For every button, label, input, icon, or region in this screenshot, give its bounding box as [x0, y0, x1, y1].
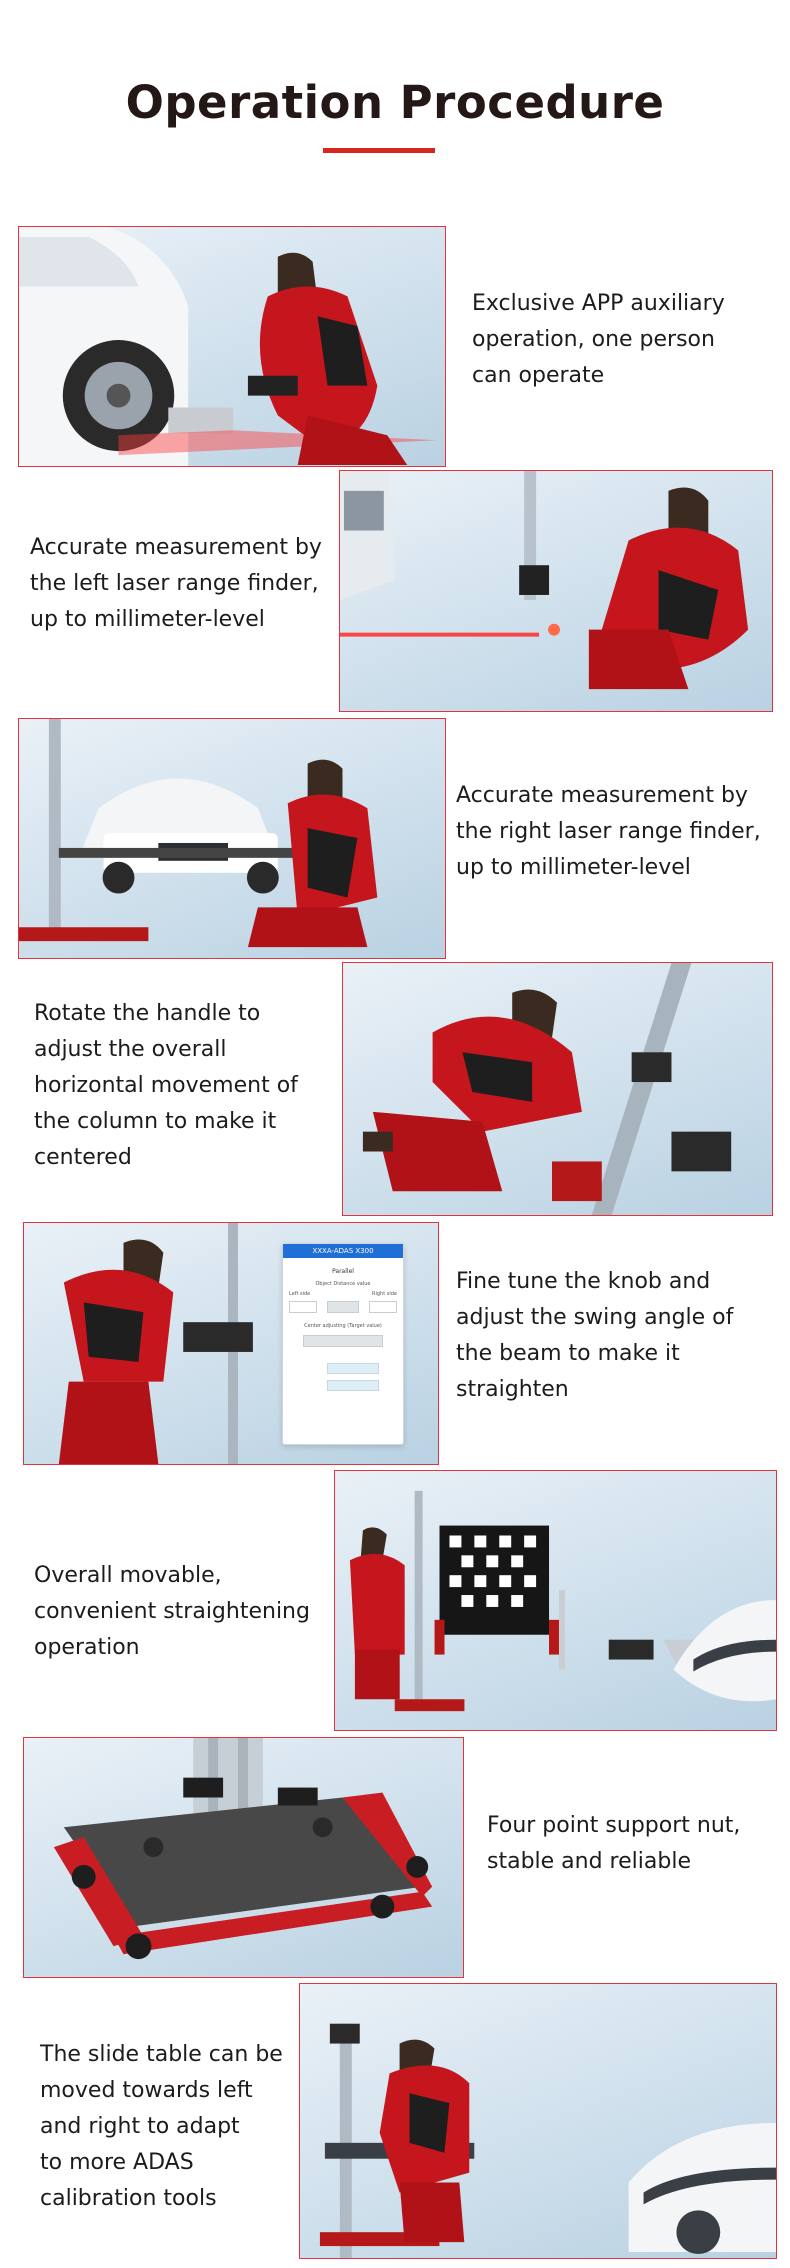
caption-line: Fine tune the knob and — [456, 1269, 711, 1294]
app-right-field[interactable] — [369, 1301, 397, 1313]
app-row-1: Object Distance value — [315, 1281, 371, 1287]
red-base-illustration — [24, 1738, 463, 1977]
caption-line: can operate — [472, 363, 605, 388]
caption-line: Accurate measurement by — [30, 535, 322, 560]
caption-line: the right laser range finder, — [456, 819, 761, 844]
caption-line: Four point support nut, — [487, 1813, 741, 1838]
title-underline — [323, 148, 435, 153]
app-tablet-panel — [282, 1243, 404, 1445]
step-6-photo — [334, 1470, 777, 1731]
app-center-value[interactable] — [303, 1335, 383, 1347]
caption-line: adjust the overall — [34, 1037, 227, 1062]
app-left-label: Left side — [289, 1291, 311, 1297]
technician-rotating-handle-illustration — [343, 963, 772, 1215]
caption-line: the left laser range finder, — [30, 571, 319, 596]
app-field-a[interactable] — [327, 1363, 379, 1374]
app-header: XXXA-ADAS X300 — [283, 1244, 403, 1258]
step-3-photo — [18, 718, 446, 959]
app-center-field[interactable] — [327, 1301, 359, 1313]
step-2-photo — [339, 470, 773, 712]
step-2-caption — [30, 530, 322, 638]
technician-laser-illustration — [19, 227, 445, 466]
app-sub: Parallel — [332, 1268, 354, 1275]
caption-line: the beam to make it — [456, 1341, 680, 1366]
app-left-field[interactable] — [289, 1301, 317, 1313]
slide-table-illustration — [300, 1984, 776, 2258]
caption-line: moved towards left — [40, 2078, 253, 2103]
caption-line: straighten — [456, 1377, 569, 1402]
step-1-photo — [18, 226, 446, 467]
step-1-caption — [472, 286, 725, 394]
step-4-photo — [342, 962, 773, 1216]
caption-line: convenient straightening — [34, 1599, 310, 1624]
step-7-caption — [487, 1808, 740, 1880]
page-title: Operation Procedure — [125, 76, 665, 129]
step-5-caption — [456, 1264, 733, 1408]
technician-right-laser-illustration — [19, 719, 445, 958]
technician-left-laser-illustration — [340, 471, 772, 711]
caption-line: Accurate measurement by — [456, 783, 748, 808]
caption-line: operation — [34, 1635, 140, 1660]
caption-line: up to millimeter-level — [456, 855, 691, 880]
caption-line: operation, one person — [472, 327, 715, 352]
caption-line: the column to make it — [34, 1109, 277, 1134]
caption-line: Overall movable, — [34, 1563, 222, 1588]
caption-line: Exclusive APP auxiliary — [472, 291, 725, 316]
caption-line: centered — [34, 1145, 132, 1170]
app-field-b[interactable] — [327, 1380, 379, 1391]
step-6-caption — [34, 1558, 310, 1666]
caption-line: to more ADAS — [40, 2150, 194, 2175]
step-4-caption — [34, 996, 298, 1176]
caption-line: The slide table can be — [40, 2042, 283, 2067]
caption-line: adjust the swing angle of — [456, 1305, 734, 1330]
step-8-caption — [40, 2037, 283, 2217]
step-8-photo — [299, 1983, 777, 2259]
app-right-label: Right side — [372, 1291, 397, 1297]
step-3-caption — [456, 778, 761, 886]
caption-line: stable and reliable — [487, 1849, 691, 1874]
caption-line: and right to adapt — [40, 2114, 240, 2139]
calibration-frame-illustration — [335, 1471, 776, 1730]
caption-line: horizontal movement of — [34, 1073, 298, 1098]
caption-line: calibration tools — [40, 2186, 217, 2211]
caption-line: Rotate the handle to — [34, 1001, 261, 1026]
app-center-label: Center adjusting (Target value) — [304, 1323, 382, 1329]
caption-line: up to millimeter-level — [30, 607, 265, 632]
step-5-photo — [23, 1222, 439, 1465]
step-7-photo — [23, 1737, 464, 1978]
